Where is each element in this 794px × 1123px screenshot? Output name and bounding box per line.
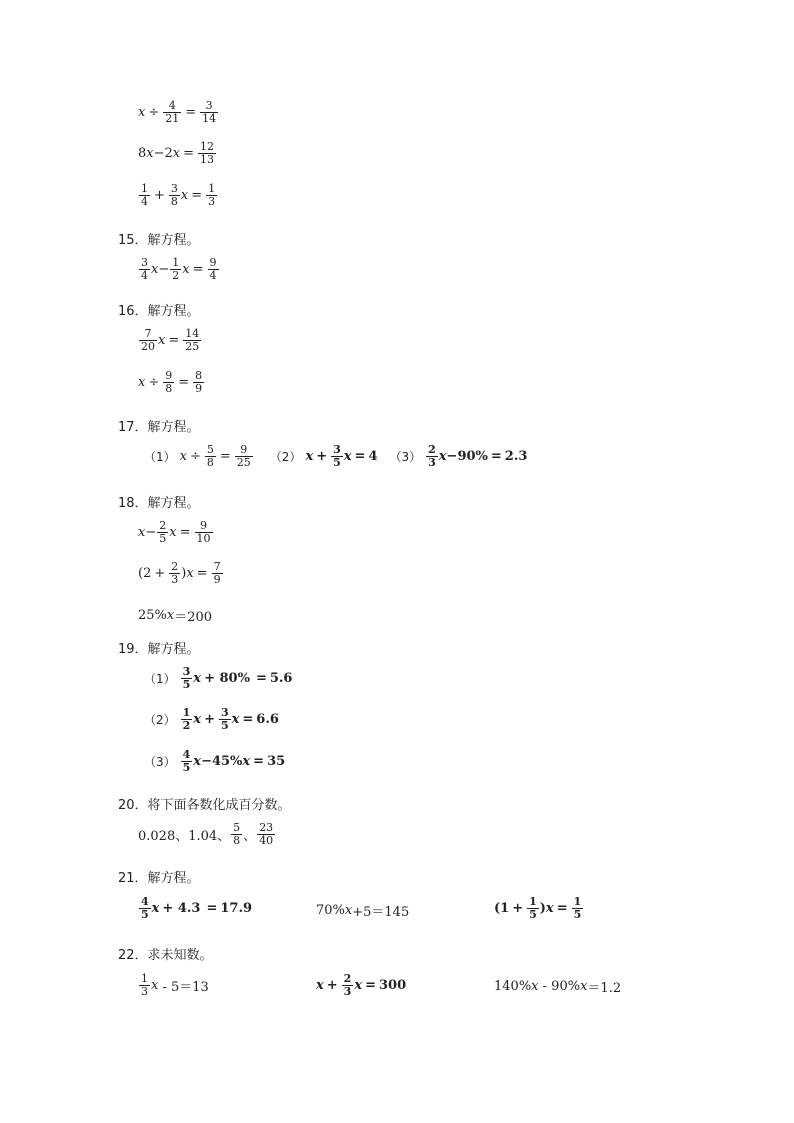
question-21-title: 21．解方程。 xyxy=(118,871,200,886)
question-15-title: 15．解方程。 xyxy=(118,233,200,248)
q19-equation-3: （3） $\frac{4}{5}$ x −45% x = 35 xyxy=(144,748,286,774)
fraction: $\frac{23}{40}$ xyxy=(259,821,274,847)
fraction: $\frac{1}{4}$ xyxy=(141,182,148,208)
fraction: $\frac{3}{5}$ xyxy=(182,665,191,691)
fraction: $\frac{1}{5}$ xyxy=(529,895,537,921)
q18-equation-1: x − $\frac{2}{5}$ x = $\frac{9}{10}$ xyxy=(138,519,211,545)
fraction: $\frac{9}{10}$ xyxy=(196,519,211,545)
q19-equation-1: （1） $\frac{3}{5}$ x + 80% = 5.6 xyxy=(144,665,293,691)
fraction: $\frac{1}{3}$ xyxy=(208,182,216,208)
fraction: $\frac{3}{8}$ xyxy=(170,182,178,208)
q18-equation-3: 25% x ＝200 xyxy=(138,608,213,625)
q15-equation-1: $\frac{3}{4}$ x − $\frac{1}{2}$ x = $\frac{9}{4}$ xyxy=(141,256,217,282)
q19-equation-2: （2） $\frac{1}{2}$ x + $\frac{3}{5}$ x = 6.6 xyxy=(144,706,279,732)
fraction: $\frac{8}{9}$ xyxy=(195,369,203,395)
fraction: $\frac{7}{20}$ xyxy=(141,327,155,353)
q14-equation-2: 8 x −2 x = $\frac{12}{13}$ xyxy=(138,140,215,166)
fraction: $\frac{1}{3}$ xyxy=(141,972,148,998)
fraction: $\frac{9}{4}$ xyxy=(209,256,217,282)
fraction: $\frac{14}{25}$ xyxy=(185,327,200,353)
fraction: $\frac{1}{5}$ xyxy=(573,895,582,921)
fraction: $\frac{7}{9}$ xyxy=(213,560,221,586)
q18-equation-2: (2 + $\frac{2}{3}$ ) x = $\frac{7}{9}$ xyxy=(138,560,221,586)
question-16-title: 16．解方程。 xyxy=(118,304,200,319)
fraction: $\frac{5}{8}$ xyxy=(233,821,241,847)
fraction: $\frac{3}{5}$ xyxy=(333,443,341,469)
fraction: $\frac{9}{25}$ xyxy=(236,443,251,469)
fraction: $\frac{5}{8}$ xyxy=(206,443,214,469)
question-22-title: 22．求未知数。 xyxy=(118,948,213,963)
fraction: $\frac{3}{14}$ xyxy=(202,99,217,125)
question-20-title: 20．将下面各数化成百分数。 xyxy=(118,798,291,813)
question-17-title: 17．解方程。 xyxy=(118,420,200,435)
fraction: $\frac{1}{2}$ xyxy=(182,706,191,732)
fraction: $\frac{2}{5}$ xyxy=(159,519,167,545)
fraction: $\frac{4}{21}$ xyxy=(165,99,180,125)
q14-equation-3: $\frac{1}{4}$ + $\frac{3}{8}$ x = $\frac{1}{3}$ xyxy=(141,182,216,208)
fraction: $\frac{1}{2}$ xyxy=(172,256,180,282)
fraction: $\frac{9}{8}$ xyxy=(165,369,173,395)
fraction: $\frac{12}{13}$ xyxy=(200,140,215,166)
fraction: $\frac{2}{3}$ xyxy=(428,443,436,469)
fraction: $\frac{3}{4}$ xyxy=(141,256,148,282)
fraction: $\frac{2}{3}$ xyxy=(171,560,179,586)
question-18-title: 18．解方程。 xyxy=(118,496,200,511)
q16-equation-2: x ÷ $\frac{9}{8}$ = $\frac{8}{9}$ xyxy=(138,369,203,395)
fraction: $\frac{4}{5}$ xyxy=(182,748,191,774)
q21-equation-1: $\frac{4}{5}$ x + 4.3 = 17.9 xyxy=(141,895,253,921)
fraction: $\frac{3}{5}$ xyxy=(220,706,229,732)
q17-equations-row: （1） x ÷ $\frac{5}{8}$ = $\frac{9}{25}$ （2） x + $\frac{3}{5}$ x = 4 （3） $\frac{2}{3}$ x −90% = 2.3 xyxy=(144,443,528,469)
q14-equation-1: x ÷ $\frac{4}{21}$ = $\frac{3}{14}$ xyxy=(138,99,217,125)
q22-equation-2: x + $\frac{2}{3}$ x = 300 xyxy=(316,972,407,998)
q20-numbers: 0.028、1.04、 $\frac{5}{8}$ 、 $\frac{23}{40}$ xyxy=(138,821,274,847)
fraction: $\frac{4}{5}$ xyxy=(141,895,149,921)
q16-equation-1: $\frac{7}{20}$ x = $\frac{14}{25}$ xyxy=(141,327,200,353)
operator: ÷ xyxy=(148,104,160,120)
q22-equation-1: $\frac{1}{3}$ x - 5＝13 xyxy=(141,972,209,998)
q22-equation-3: 140% x - 90% x ＝1.2 xyxy=(494,979,622,996)
q21-equation-2: 70% x +5＝145 xyxy=(316,903,410,920)
question-19-title: 19．解方程。 xyxy=(118,642,200,657)
variable: x xyxy=(138,104,146,120)
fraction: $\frac{2}{3}$ xyxy=(343,972,352,998)
q21-equation-3: (1 + $\frac{1}{5}$ ) x = $\frac{1}{5}$ xyxy=(494,895,582,921)
